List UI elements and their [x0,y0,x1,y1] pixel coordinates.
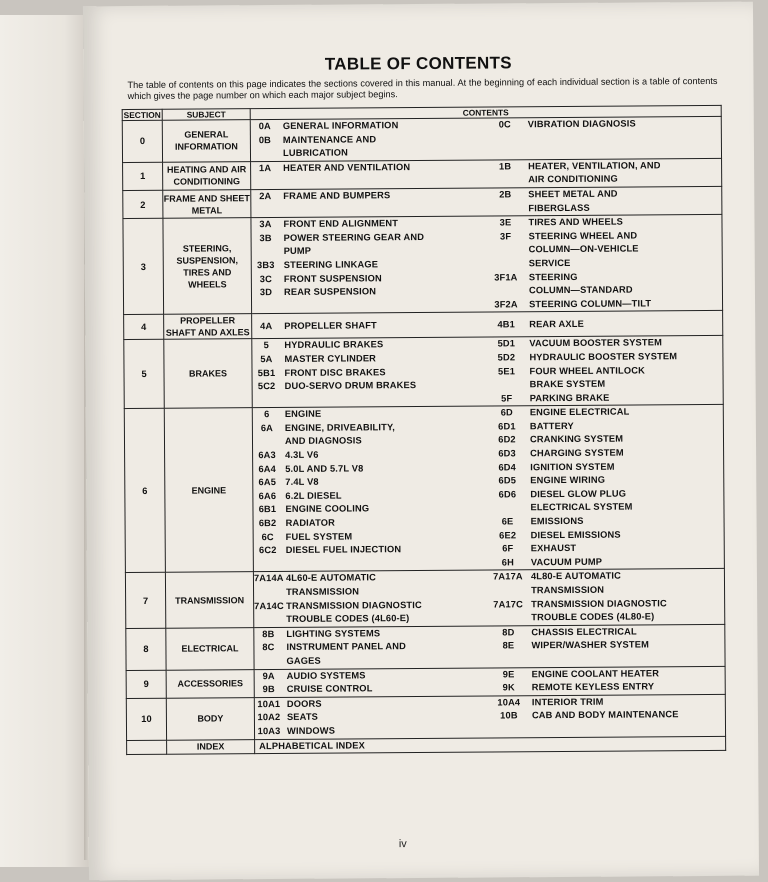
section-number: 2 [123,190,163,218]
entry-title: 4L80-E AUTOMATIC [530,571,622,582]
entry-code: 5F [501,393,513,404]
entry-code: 4A [260,320,273,331]
entry-title: PARKING BRAKE [529,392,610,403]
contents-columns [251,215,722,313]
index-section [127,740,167,755]
section-subject: ELECTRICAL [166,627,254,669]
entry-code: 7A14A [253,573,284,584]
contents-columns [255,666,725,696]
entry-code: 6 [264,409,270,420]
entry-code: 4B1 [497,318,515,329]
entry-code: 0A [258,121,271,132]
index-entry [255,736,725,753]
entry-title: IGNITION SYSTEM [530,461,615,472]
toc-row [126,694,725,740]
entry-title: BRAKE SYSTEM [529,378,606,390]
entry-code: 3D [259,287,273,298]
contents-column-right [486,215,722,312]
entry-code: 2B [499,189,512,200]
section-number: 10 [126,698,166,740]
entry-code: 3E [499,217,512,228]
entry-code: 6D4 [498,461,516,473]
entry-code: 6B1 [258,504,277,515]
contents-entry [252,285,487,300]
entry-title: PROPELLER SHAFT [284,319,377,331]
section-contents [250,116,721,161]
entry-code: 6D6 [498,489,517,500]
entry-code: 8B [262,628,275,639]
entry-code: 5C2 [257,381,276,392]
entry-code: 3F2A [494,299,518,310]
entry-title: FOUR WHEEL ANTILOCK [529,364,645,376]
entry-code: 6C [261,531,274,542]
entry-title: CRANKING SYSTEM [529,434,624,445]
contents-columns [251,159,721,189]
entry-code: 3B [259,232,272,243]
entry-code: 0C [498,119,511,130]
toc-row [123,186,722,218]
toc-body [122,116,725,754]
entry-title: CAB AND BODY MAINTENANCE [531,709,679,721]
entry-title: 6.2L DIESEL [285,490,342,501]
contents-columns [255,695,725,739]
entry-title: FUEL SYSTEM [285,531,353,542]
entry-code: 7A17C [493,598,524,610]
entry-title: EXHAUST [530,543,577,554]
entry-code [254,586,282,600]
entry-title: HYDRAULIC BRAKES [284,339,384,351]
entry-title: DIESEL EMISSIONS [530,529,621,540]
page-title: TABLE OF CONTENTS [324,53,512,74]
contents-column-left [251,189,486,218]
contents-columns [254,569,724,627]
index-title: ALPHABETICAL INDEX [259,739,365,751]
entry-title: INTERIOR TRIM [531,696,604,707]
intro-paragraph: The table of contents on this page indicates the sections covered in this manual. At the beginning of each individual section is a table of contents which gives the page number on which each major subject begins. [127,75,718,102]
entry-title: VACUUM BOOSTER SYSTEM [529,337,662,349]
entry-title: TRANSMISSION [531,584,605,596]
entry-code: 3A [259,219,272,230]
entry-code [251,147,279,161]
entry-title: RADIATOR [285,517,336,528]
contents-column-left [251,217,487,314]
entry-code [488,502,526,516]
section-number: 8 [126,628,166,670]
section-subject: TRANSMISSION [165,572,253,628]
entry-title: DIESEL GLOW PLUG [530,488,627,500]
contents-entry [486,172,721,187]
entry-title: CHASSIS ELECTRICAL [531,626,637,638]
section-contents [253,569,724,628]
contents-column-right [486,117,721,159]
entry-code: 6E [501,516,514,527]
contents-column-left [252,318,487,333]
contents-entry [486,117,721,132]
entry-code: 9E [502,668,515,679]
entry-code [253,435,281,449]
toc-row [125,569,724,629]
entry-code: 3F [499,231,512,242]
entry-code: 5D1 [497,338,516,349]
contents-column-right [489,625,724,667]
toc-row [126,624,725,670]
section-contents [254,694,725,739]
toc-row [123,158,722,190]
entry-code: 0B [258,134,272,145]
entry-code: 7A14C [254,600,284,611]
toc-row-index [127,736,726,755]
section-subject: FRAME AND SHEET METAL [163,190,251,219]
contents-column-right [489,569,724,625]
entry-title: HEATER AND VENTILATION [283,161,411,173]
entry-title: SHEET METAL AND [528,188,618,200]
contents-column-right [486,159,721,188]
entry-code: 6B2 [258,518,277,529]
entry-code [488,378,526,392]
entry-code: 5D2 [497,352,516,363]
page-number: iv [398,838,407,851]
index-contents [255,736,726,754]
entry-code: 9A [262,670,275,681]
entry-title: CRUISE CONTROL [286,683,373,695]
contents-column-left [251,119,486,161]
header-contents: CONTENTS [250,105,721,119]
contents-columns [253,405,724,571]
entry-code [489,611,527,625]
section-subject: STEERING, SUSPENSION, TIRES AND WHEELS [163,218,252,315]
entry-code [254,655,282,669]
entry-code: 10A4 [497,697,521,708]
entry-title: REAR SUSPENSION [283,286,377,298]
section-number: 5 [124,340,164,409]
entry-title: HYDRAULIC BOOSTER SYSTEM [529,351,678,363]
section-contents [251,186,722,217]
header-section: SECTION [123,109,161,121]
entry-title: SERVICE [528,257,571,269]
entry-code: 1B [498,161,512,172]
entry-title: INSTRUMENT PANEL AND [286,641,407,653]
section-number: 9 [126,670,166,698]
entry-title: STEERING WHEEL AND [528,230,638,241]
contents-column-right [486,187,721,216]
entry-code: 6E2 [499,529,517,541]
entry-code [254,613,282,627]
entry-code: 6C2 [258,545,277,556]
entry-title: COLUMN—ON-VEHICLE [528,243,639,255]
entry-code: 10A2 [257,712,281,723]
entry-code: 10A3 [257,725,281,737]
entry-title: CHARGING SYSTEM [530,447,624,459]
contents-column-left [255,696,490,738]
entry-title: LUBRICATION [282,147,349,159]
contents-entry [489,638,724,653]
contents-columns [254,625,724,669]
contents-entry [255,723,490,738]
contents-entry [486,200,721,215]
entry-code [486,174,524,188]
contents-column-right [487,336,722,406]
entry-title: HEATER, VENTILATION, AND [528,160,661,172]
entry-title: TROUBLE CODES (4L80-E) [531,611,655,623]
entry-code: 6D [500,407,513,418]
entry-code: 2A [259,191,272,202]
entry-title: TIRES AND WHEELS [528,216,624,228]
contents-columns [252,316,722,333]
section-contents [251,158,722,189]
toc-row [126,666,725,698]
contents-entry [251,146,486,161]
entry-title: DIESEL FUEL INJECTION [285,544,402,556]
entry-code: 6D3 [498,448,516,459]
contents-entry [487,316,722,331]
entry-title: STEERING LINKAGE [283,259,379,270]
entry-title: TROUBLE CODES (4L60-E) [286,613,410,625]
entry-code [487,257,525,271]
contents-entry [489,555,724,570]
section-subject: GENERAL INFORMATION [162,120,250,162]
entry-title: ENGINE WIRING [530,474,606,486]
contents-entry [252,318,487,333]
section-number: 3 [123,218,164,314]
section-contents [254,666,725,697]
entry-title: FRAME AND BUMPERS [283,190,391,201]
toc-table [122,105,726,755]
section-subject: ACCESSORIES [166,669,254,698]
entry-title: BATTERY [529,420,574,432]
entry-code: 5E1 [497,365,516,376]
contents-column-left [252,338,487,408]
left-facing-page [0,15,93,867]
entry-title: FIBERGLASS [528,202,590,213]
entry-title: GAGES [286,655,321,666]
contents-entry [487,297,722,312]
contents-entry [255,682,490,697]
entry-title: FRONT END ALIGNMENT [283,218,399,230]
entry-title: 4L60-E AUTOMATIC [285,572,377,584]
entry-title: ENGINE, DRIVEABILITY, [284,422,396,433]
contents-columns [251,117,721,161]
entry-title: 7.4L V8 [285,476,319,488]
toc-row [123,215,723,315]
entry-code: 6D5 [498,475,517,486]
contents-entry [488,391,723,406]
entry-title: MASTER CYLINDER [284,353,377,364]
entry-code: 10B [500,710,518,721]
entry-title: WIPER/WASHER SYSTEM [531,639,649,651]
contents-column-left [253,407,489,572]
toc-row [124,405,724,573]
entry-title: AND DIAGNOSIS [284,435,362,447]
entry-title: REMOTE KEYLESS ENTRY [531,681,655,693]
contents-column-right [490,695,725,737]
section-subject: BODY [166,697,254,739]
entry-code [487,244,525,258]
entry-title: PUMP [283,246,312,257]
entry-title: FRONT DISC BRAKES [284,366,386,378]
contents-entry [251,189,486,204]
entry-title: EMISSIONS [530,515,584,527]
entry-code: 6D2 [498,434,516,445]
entry-code: 8E [502,640,515,651]
contents-column-left [251,160,486,189]
contents-column-right [487,316,722,331]
contents-entry [489,610,724,625]
entry-code: 1A [258,162,272,173]
entry-title: STEERING [528,271,578,282]
entry-title: REAR AXLE [529,318,584,329]
contents-columns [252,336,722,407]
entry-title: WINDOWS [286,725,336,736]
section-contents [252,336,723,408]
section-number: 6 [124,409,165,573]
contents-entry [251,160,486,175]
section-subject: ENGINE [164,408,253,573]
section-contents [252,311,723,339]
entry-code: 8D [502,627,515,638]
entry-title: TRANSMISSION DIAGNOSTIC [286,599,422,611]
entry-title: TRANSMISSION DIAGNOSTIC [531,597,667,609]
entry-title: ENGINE ELECTRICAL [529,406,630,418]
entry-code: 10A1 [257,698,281,709]
entry-title: DOORS [286,698,322,709]
section-number: 7 [125,573,165,629]
toc-row [124,336,723,409]
entry-code: 6A4 [258,463,276,474]
contents-column-left [254,626,489,668]
contents-entry [253,379,488,394]
entry-code: 5 [263,340,270,351]
entry-title: ENGINE COOLANT HEATER [531,667,660,679]
entry-code [252,245,280,259]
entry-title: ENGINE [284,408,322,420]
entry-code: 3F1A [494,271,518,283]
section-number: 0 [122,120,162,162]
section-contents [254,624,725,669]
entry-code: 3C [259,273,272,284]
contents-entry [254,653,489,668]
section-contents [252,405,724,572]
section-contents [251,215,723,314]
entry-title: FRONT SUSPENSION [283,272,382,284]
entry-code: 7A17A [493,571,523,582]
contents-entry [490,680,725,695]
section-subject: BRAKES [164,339,252,409]
entry-code: 3B3 [256,259,275,271]
entry-code: 9B [262,684,275,695]
entry-code: 6A6 [258,490,277,501]
entry-title: 5.0L AND 5.7L V8 [285,463,364,474]
entry-code: 6F [502,543,514,554]
contents-columns [251,187,721,217]
entry-title: VIBRATION DIAGNOSIS [527,118,636,130]
entry-title: VACUUM PUMP [530,556,603,568]
contents-column-right [490,666,725,695]
entry-code [489,584,527,598]
entry-code [486,202,524,216]
section-subject: PROPELLER SHAFT AND AXLES [164,314,252,340]
entry-code: 6A5 [258,477,277,488]
contents-column-right [488,405,724,570]
index-subject: INDEX [167,739,255,754]
header-subject: SUBJECT [162,109,250,121]
entry-title: DUO-SERVO DRUM BRAKES [284,380,417,392]
manual-page [83,2,759,881]
section-number: 4 [124,315,164,340]
entry-code [487,284,525,298]
contents-column-left [255,668,490,697]
entry-title: GENERAL INFORMATION [282,120,399,131]
entry-title: SEATS [286,712,319,723]
contents-entry [490,708,725,723]
contents-entry [254,543,489,558]
entry-title: AUDIO SYSTEMS [286,669,366,681]
entry-title: AIR CONDITIONING [528,173,618,185]
entry-code: 6A [260,422,274,433]
entry-title: LIGHTING SYSTEMS [286,628,381,639]
entry-title: TRANSMISSION [286,586,360,597]
entry-title: COLUMN—STANDARD [528,284,633,296]
entry-code: 8C [262,642,275,653]
entry-code: 9K [502,682,515,693]
entry-code: 6D1 [498,421,516,432]
toc-row [122,116,721,162]
entry-code: 5B1 [257,367,276,378]
contents-column-left [254,571,489,627]
entry-code: 6A3 [258,450,276,461]
entry-code: 5A [260,353,273,365]
entry-title: POWER STEERING GEAR AND [283,231,425,243]
entry-title: STEERING COLUMN—TILT [529,298,652,309]
section-subject: HEATING AND AIR CONDITIONING [163,161,251,190]
entry-title: ELECTRICAL SYSTEM [530,501,633,513]
section-number: 1 [123,162,163,190]
entry-title: ENGINE COOLING [285,503,370,515]
entry-title: 4.3L V6 [285,449,319,461]
entry-title: MAINTENANCE AND [282,133,377,145]
entry-code: 6H [501,557,514,568]
contents-entry [254,612,489,627]
